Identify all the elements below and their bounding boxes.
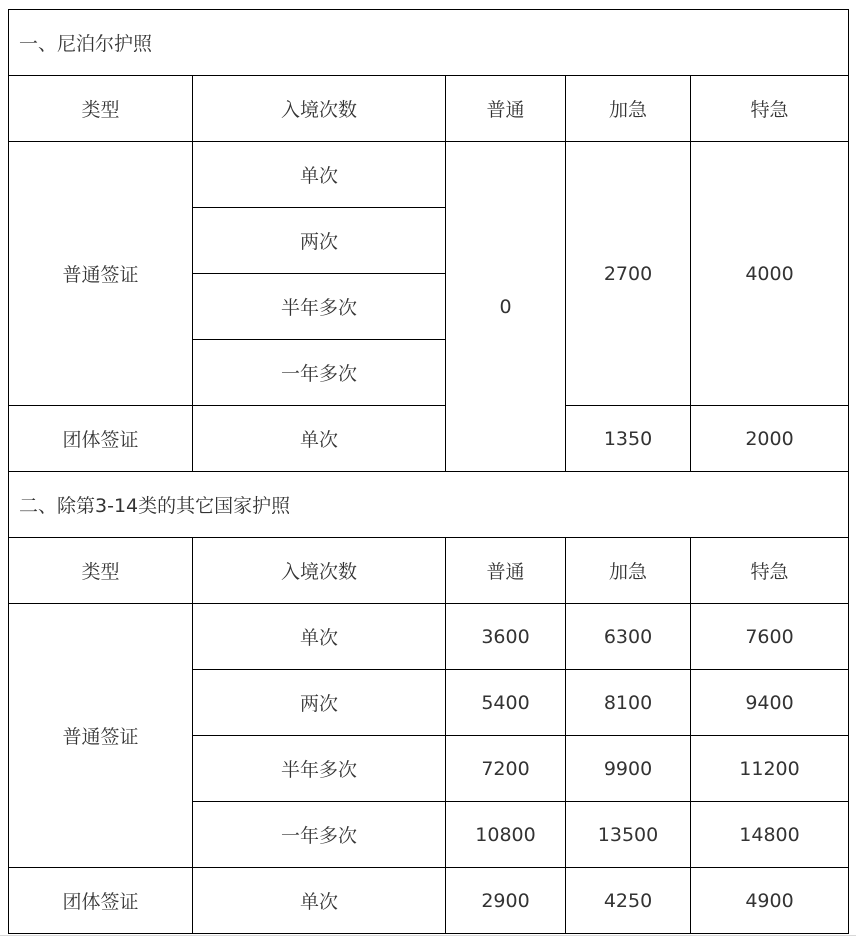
- table-row: [9, 868, 849, 934]
- entry-cell: 单次: [193, 406, 446, 472]
- section-title-row: [9, 10, 849, 76]
- regular-fee-cell: 5400: [446, 670, 566, 736]
- urgent-fee-cell: 11200: [691, 736, 849, 802]
- table-row: [9, 406, 849, 472]
- header-row: [9, 76, 849, 142]
- express-fee-cell: 9900: [566, 736, 691, 802]
- express-fee-cell: 8100: [566, 670, 691, 736]
- section-title: 二、除第3-14类的其它国家护照: [9, 472, 849, 538]
- header-type: 类型: [9, 76, 193, 142]
- header-entries: 入境次数: [193, 538, 446, 604]
- urgent-fee-cell: 14800: [691, 802, 849, 868]
- entry-cell: 一年多次: [193, 802, 446, 868]
- entry-cell: 单次: [193, 604, 446, 670]
- visa-type-cell: 团体签证: [9, 868, 193, 934]
- regular-fee-cell: 2900: [446, 868, 566, 934]
- visa-type-cell: 普通签证: [9, 142, 193, 406]
- express-fee-cell: 6300: [566, 604, 691, 670]
- visa-type-cell: 普通签证: [9, 604, 193, 868]
- regular-fee-cell: 7200: [446, 736, 566, 802]
- express-fee-cell: 4250: [566, 868, 691, 934]
- header-regular: 普通: [446, 538, 566, 604]
- regular-fee-cell: 0: [446, 142, 566, 472]
- page-bottom-divider: [0, 935, 856, 936]
- regular-fee-cell: 3600: [446, 604, 566, 670]
- entry-cell: 一年多次: [193, 340, 446, 406]
- header-urgent: 特急: [691, 76, 849, 142]
- urgent-fee-cell: 4900: [691, 868, 849, 934]
- express-fee-cell: 1350: [566, 406, 691, 472]
- regular-fee-cell: 10800: [446, 802, 566, 868]
- header-urgent: 特急: [691, 538, 849, 604]
- urgent-fee-cell: 7600: [691, 604, 849, 670]
- header-express: 加急: [566, 538, 691, 604]
- entry-cell: 半年多次: [193, 274, 446, 340]
- entry-cell: 单次: [193, 142, 446, 208]
- header-express: 加急: [566, 76, 691, 142]
- express-fee-cell: 2700: [566, 142, 691, 406]
- visa-fee-table: [8, 9, 849, 934]
- table-row: [9, 142, 849, 208]
- entry-cell: 单次: [193, 868, 446, 934]
- section-title: 一、尼泊尔护照: [9, 10, 849, 76]
- table-row: [9, 604, 849, 670]
- header-type: 类型: [9, 538, 193, 604]
- urgent-fee-cell: 4000: [691, 142, 849, 406]
- header-regular: 普通: [446, 76, 566, 142]
- entry-cell: 两次: [193, 670, 446, 736]
- express-fee-cell: 13500: [566, 802, 691, 868]
- entry-cell: 两次: [193, 208, 446, 274]
- urgent-fee-cell: 9400: [691, 670, 849, 736]
- section-title-row: [9, 472, 849, 538]
- header-entries: 入境次数: [193, 76, 446, 142]
- urgent-fee-cell: 2000: [691, 406, 849, 472]
- entry-cell: 半年多次: [193, 736, 446, 802]
- visa-type-cell: 团体签证: [9, 406, 193, 472]
- header-row: [9, 538, 849, 604]
